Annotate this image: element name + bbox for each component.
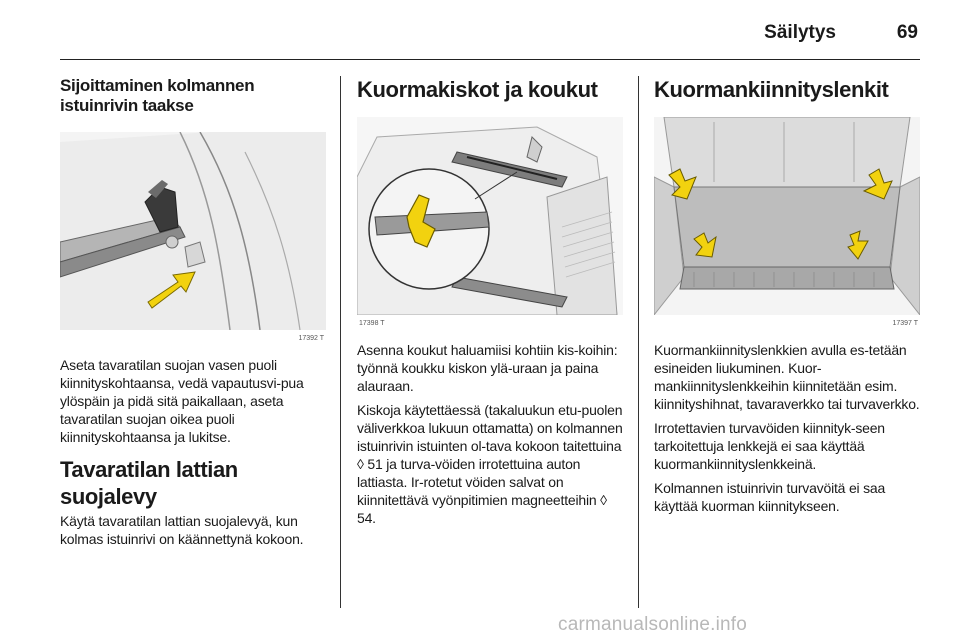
paragraph: Kiskoja käytettäessä (takaluukun etu-puolen väliverkkoa lukuun ottamatta) on kolmannen istuinrivin istuinten ol-tava kokoon taitettuina ◊ 51 ja turva-vöiden irrotettuina auton lattiasta. Ir-rotetut vöiden salvat on kiinnitettävä vyönpitimien magneetteihin ◊ 54. — [357, 402, 623, 526]
section-title: Säilytys — [764, 22, 836, 43]
section-heading: Tavaratilan lattian suojalevy — [60, 457, 238, 509]
figure-rails-hooks — [357, 117, 623, 327]
section-heading: Kuormakiskot ja koukut — [357, 77, 598, 102]
figure-code: 17392 T — [298, 335, 324, 342]
section-heading: Sijoittaminen kolmannen istuinrivin taakse — [60, 76, 255, 115]
column-divider — [638, 76, 639, 608]
paragraph: Aseta tavaratilan suojan vasen puoli kiinnityskohtaansa, vedä vapautusvi-pua ylöspäin ja pidä sitä paikallaan, aseta tavaratilan suojan oikea puoli kiinnityskohtaansa ja lukitse. — [60, 357, 304, 445]
page-number: 69 — [896, 22, 918, 43]
column-2 — [357, 76, 623, 527]
figure-code: 17397 T — [892, 320, 918, 327]
paragraph: Kuormankiinnityslenkkien avulla es-tetään esineiden liukuminen. Kuor-mankiinnityslenkkeihin kiinnitetään esim. kiinnityshihnat, tavaraverkko tai turvaverkko. — [654, 342, 920, 412]
paragraph: Irrotettavien turvavöiden kiinnityk-seen tarkoitettuja lenkkejä ei saa käyttää kuormankiinnityslenkkeinä. — [654, 420, 885, 472]
rails-hooks-illustration — [357, 117, 623, 315]
watermark: carmanualsonline.info — [558, 614, 748, 635]
column-3 — [654, 76, 920, 515]
figure-cargo-cover — [60, 132, 326, 342]
lashing-eyes-illustration — [654, 117, 920, 315]
paragraph: Asenna koukut haluamiisi kohtiin kis-koihin: työnnä koukku kiskon ylä-uraan ja paina alauraan. — [357, 342, 618, 394]
paragraph: Kolmannen istuinrivin turvavöitä ei saa käyttää kuorman kiinnitykseen. — [654, 480, 886, 514]
column-divider — [340, 76, 341, 608]
section-heading: Kuormankiinnityslenkit — [654, 77, 889, 102]
cargo-cover-illustration — [60, 132, 326, 330]
paragraph: Käytä tavaratilan lattian suojalevyä, kun kolmas istuinrivi on käännettynä kokoon. — [60, 513, 304, 547]
column-1 — [60, 76, 326, 548]
figure-lashing-eyes — [654, 117, 920, 327]
page-header — [60, 0, 920, 60]
figure-code: 17398 T — [359, 320, 385, 327]
